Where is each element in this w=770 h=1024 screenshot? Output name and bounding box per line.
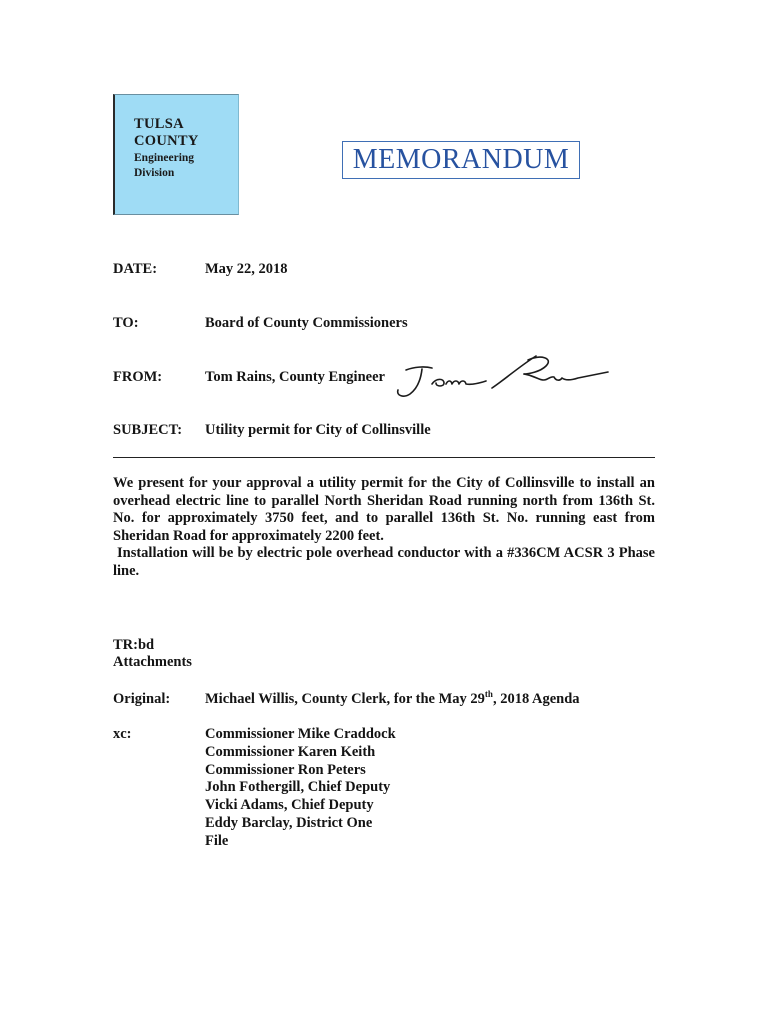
original-value xyxy=(205,691,580,708)
xc-recipient: John Fothergill, Chief Deputy xyxy=(205,779,391,796)
xc-recipient: Eddy Barclay, District One xyxy=(205,814,373,831)
xc-recipient: Commissioner Mike Craddock xyxy=(205,726,396,742)
xc-recipient: Commissioner Ron Peters xyxy=(205,761,366,778)
date-value: May 22, 2018 xyxy=(205,261,288,277)
logo-text-line1: TULSA xyxy=(134,116,184,132)
body-paragraph-2: Installation will be by electric pole overhead conductor with a #336CM ACSR 3 Phase line. xyxy=(113,545,655,579)
original-label: Original: xyxy=(113,691,171,707)
subject-label: SUBJECT: xyxy=(113,422,183,438)
county-logo xyxy=(113,94,239,215)
xc-recipient: Commissioner Karen Keith xyxy=(205,743,376,760)
date-label: DATE: xyxy=(113,261,158,277)
xc-label: xc: xyxy=(113,726,132,742)
xc-recipient-list xyxy=(205,726,396,851)
from-value: Tom Rains, County Engineer xyxy=(205,369,385,385)
signature-image xyxy=(388,350,610,405)
memo-title: MEMORANDUM xyxy=(342,141,580,179)
logo-text-line4: Division xyxy=(134,167,175,179)
xc-recipient: Vicki Adams, Chief Deputy xyxy=(205,797,374,814)
logo-text-line2: COUNTY xyxy=(134,133,199,149)
from-label: FROM: xyxy=(113,369,163,385)
initials: TR:bd xyxy=(113,637,155,653)
to-value: Board of County Commissioners xyxy=(205,315,408,331)
memo-body xyxy=(113,475,655,581)
logo-text-line3: Engineering xyxy=(134,152,195,164)
xc-recipient: File xyxy=(205,832,229,849)
subject-value: Utility permit for City of Collinsville xyxy=(205,422,431,438)
header-divider xyxy=(113,457,655,458)
original-value-suffix: th xyxy=(484,689,493,700)
original-value-text: Michael Willis, County Clerk, for the May 29 xyxy=(205,691,485,707)
attachments-label: Attachments xyxy=(113,654,192,670)
to-label: TO: xyxy=(113,315,139,331)
body-paragraph-1: We present for your approval a utility permit for the City of Collinsville to install an overhead electric line to parallel North Sheridan Road running north from 136th St. No. for approximately 3750 feet, and to parallel 136th St. No. running east from Sheridan Road for approximately 2200 feet. xyxy=(113,475,655,544)
original-value-tail: , 2018 Agenda xyxy=(492,691,580,707)
